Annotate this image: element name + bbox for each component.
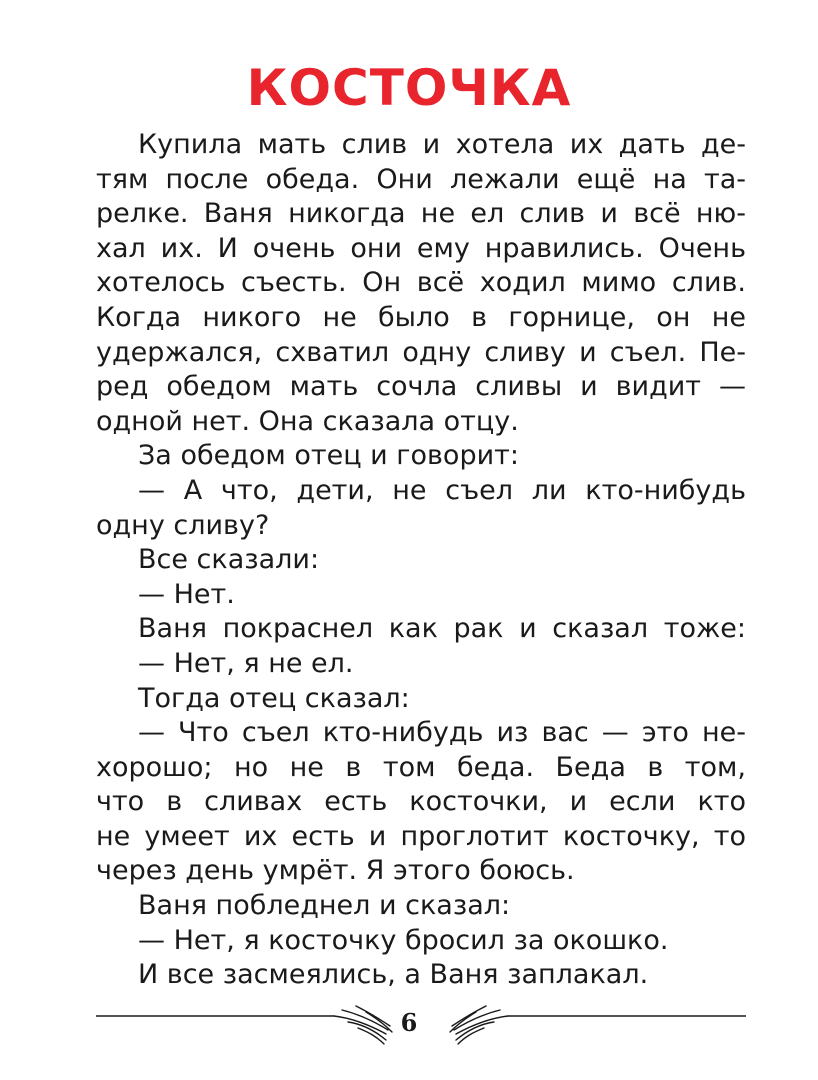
text-line: — Что съел кто-нибудь из вас — это не- — [138, 717, 746, 749]
text-line: не умеет их есть и проглотит косточку, то — [96, 820, 746, 852]
text-line: Ваня покраснел как рак и сказал тоже: — [138, 613, 746, 645]
text-line: Тогда отец сказал: — [138, 682, 410, 714]
text-line: Когда никого не было в горнице, он не — [96, 301, 746, 333]
text-line: хал их. И очень они ему нравились. Очень — [96, 232, 746, 264]
text-line: хорошо; но не в том беда. Беда в том, — [96, 751, 746, 783]
text-line: Купила мать слив и хотела их дать де- — [138, 129, 746, 160]
text-line: хотелось съесть. Он всё ходил мимо слив. — [96, 267, 746, 299]
text-line: Все сказали: — [138, 544, 320, 576]
text-line: И все засмеялись, а Ваня заплакал. — [138, 959, 649, 991]
text-line: тям после обеда. Они лежали ещё на та- — [96, 163, 746, 195]
text-line: — Нет. — [138, 578, 235, 610]
text-line: ред обедом мать сочла сливы и видит — — [96, 371, 746, 403]
text-line: удержался, схватил одну сливу и съел. Пе- — [96, 336, 746, 368]
text-line: одной нет. Она сказала отцу. — [96, 405, 519, 437]
text-line: что в сливах есть косточки, и если кто — [96, 786, 746, 818]
text-line: релке. Ваня никогда не ел слив и всё ню- — [96, 198, 746, 230]
story-text — [96, 128, 746, 993]
page-number: 6 — [400, 1008, 418, 1037]
text-line: — А что, дети, не съел ли кто-нибудь — [138, 474, 746, 506]
story-title: КОСТОЧКА — [246, 59, 572, 117]
text-line: одну сливу? — [96, 509, 270, 541]
text-line: За обедом отец и говорит: — [138, 440, 519, 472]
text-line: — Нет, я не ел. — [138, 647, 354, 679]
text-line: через день умрёт. Я этого боюсь. — [96, 855, 575, 887]
text-line: Ваня побледнел и сказал: — [138, 890, 511, 922]
text-line: — Нет, я косточку бросил за окошко. — [138, 924, 669, 956]
